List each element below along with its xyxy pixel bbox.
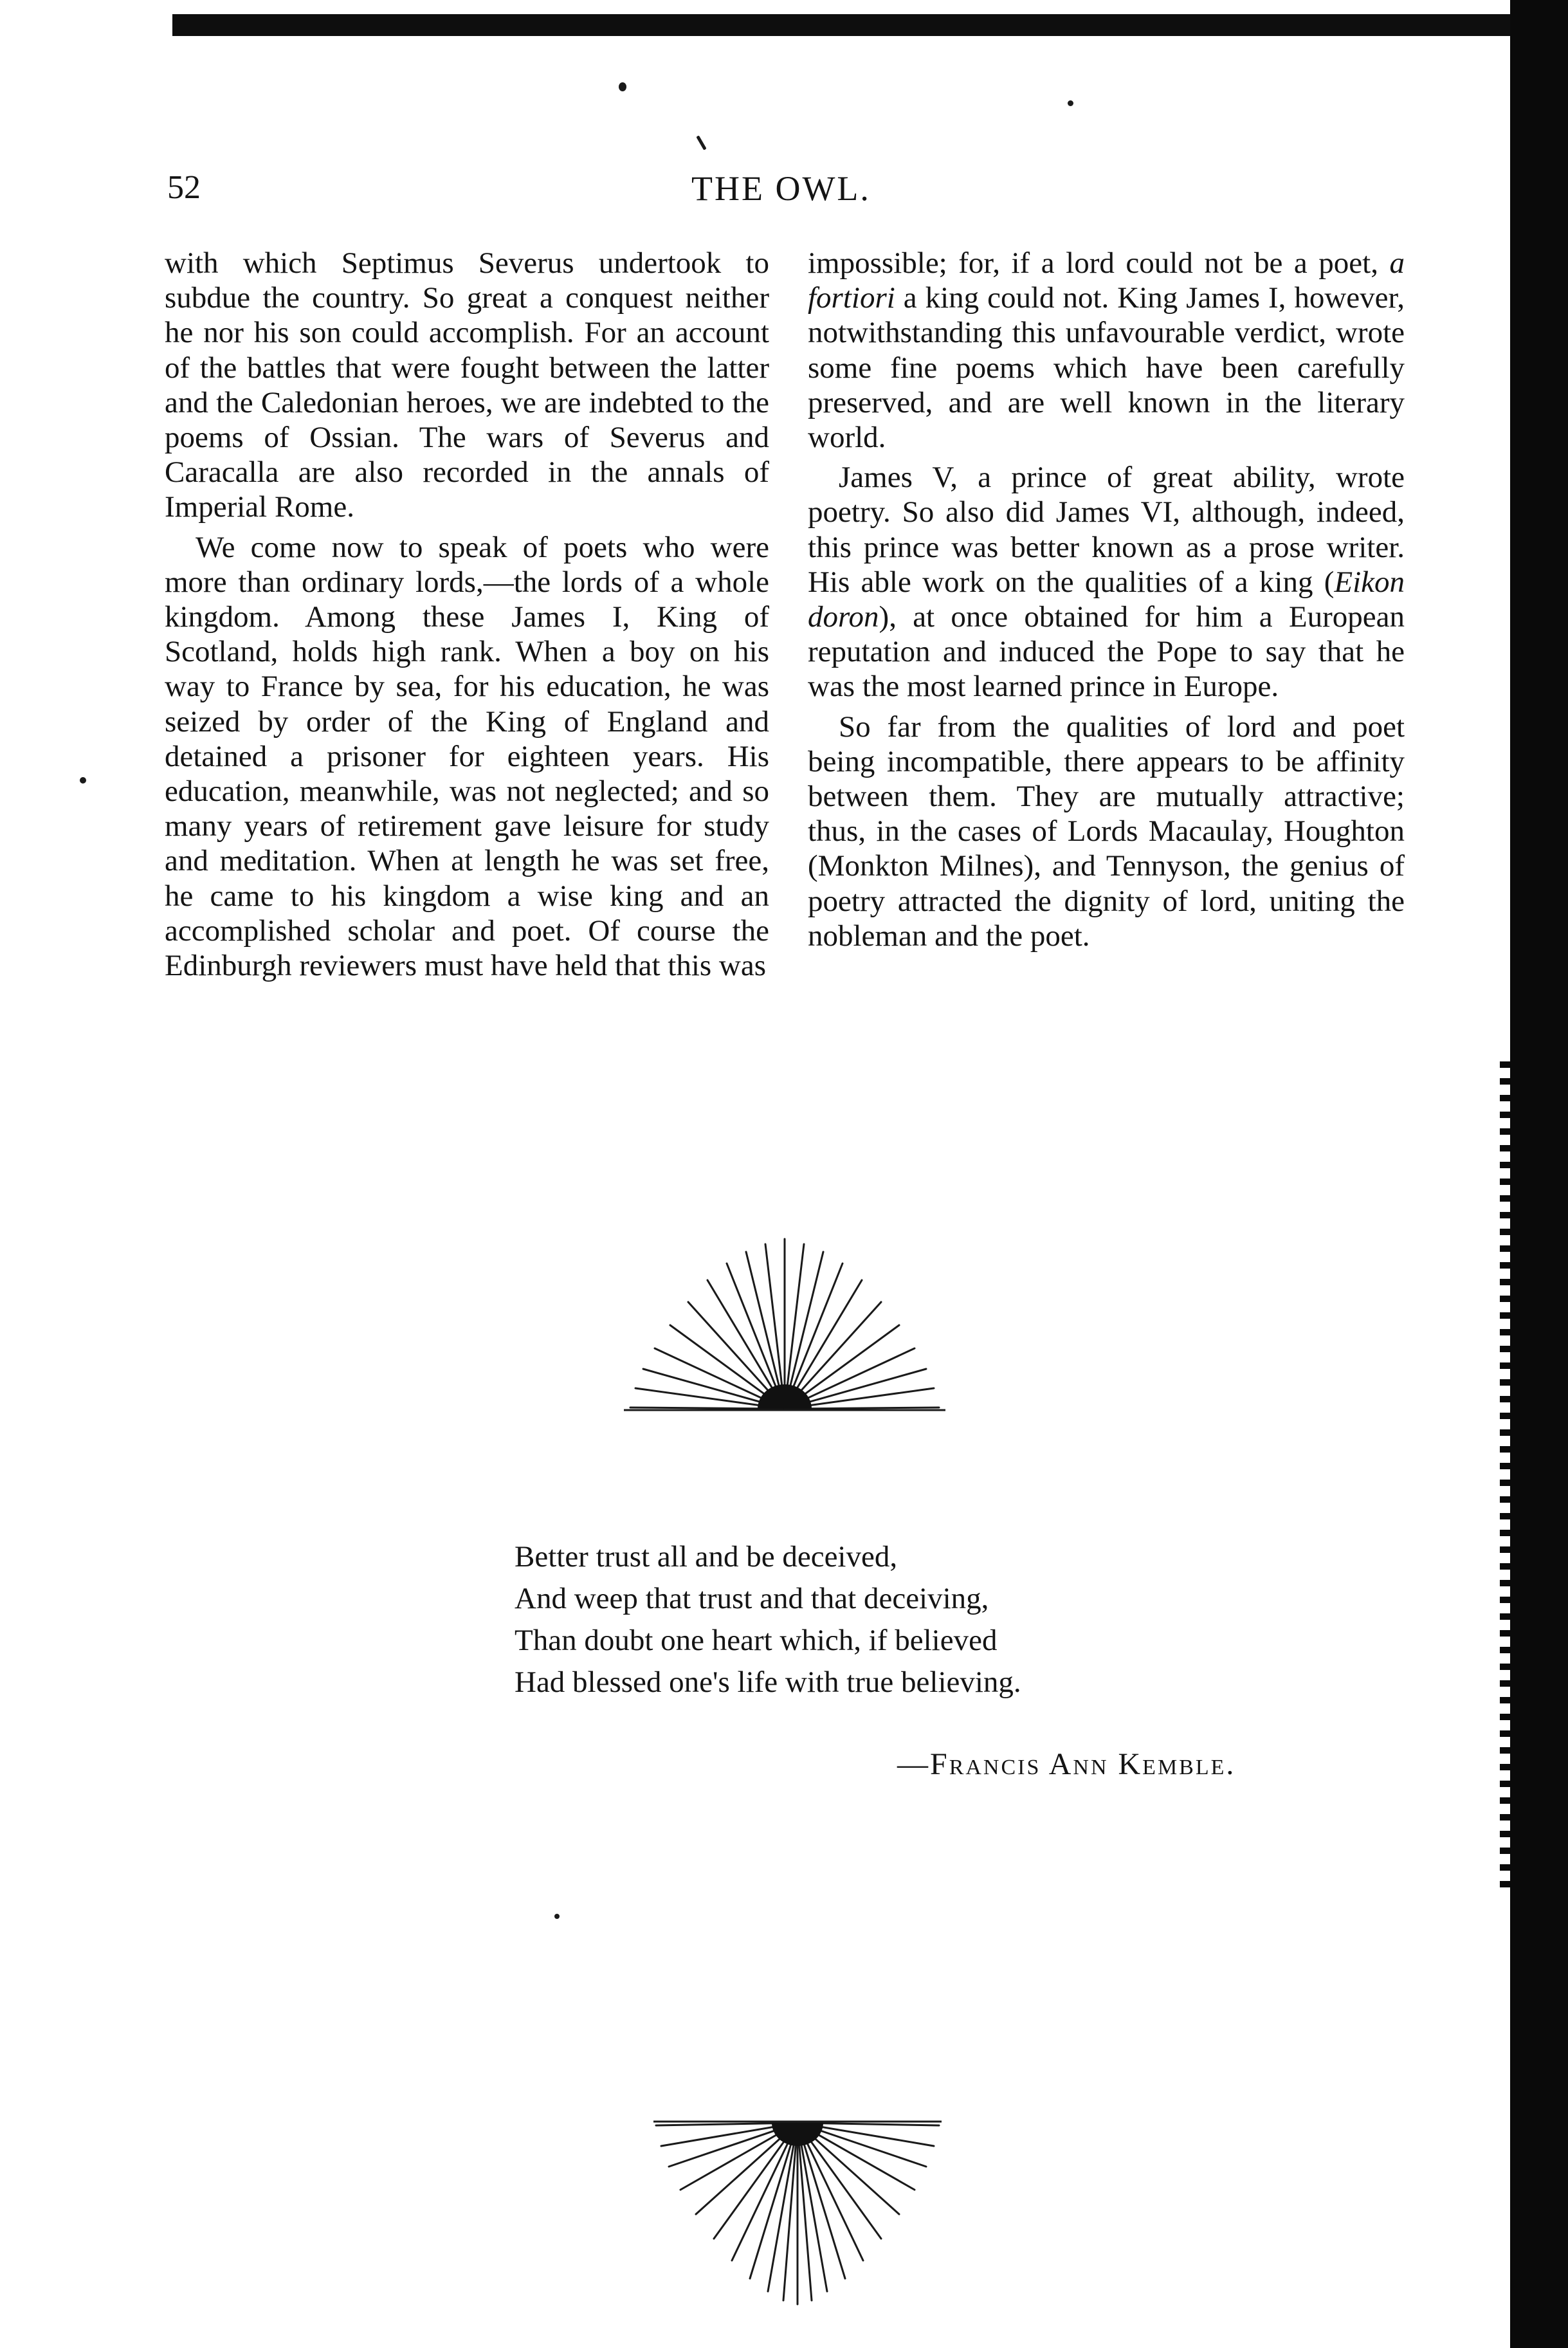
poem-line-2: And weep that trust and that deceiving, [515, 1582, 989, 1615]
print-speck [80, 777, 86, 784]
page-spine-shadow [1510, 0, 1568, 2348]
right-p1-text: impossible; for, if a lord could not be a poet, [808, 246, 1390, 280]
right-paragraph-3: So far from the qualities of lord and poet being incompatible, there appears to be affinity between them. They are mutually attractive; thus, in the cases of Lords Macaulay, Houghton (Monkton Milnes), and Tennyson, the genius of poetry attracted the dignity of lord, uniting the nobleman and the poet. [808, 710, 1405, 953]
sunburst-ornament-bottom [650, 2104, 945, 2309]
right-p2-text-end: ), at once obtained for him a European reputation and induced the Pope to say that he was the most learned prince in Europe. [808, 600, 1405, 704]
poem-line-3: Than doubt one heart which, if believed [515, 1624, 998, 1657]
top-border-rule [172, 14, 1517, 36]
right-paragraph-1 [808, 246, 1405, 455]
right-paragraph-2 [808, 460, 1405, 704]
sunburst-ornament-top [617, 1235, 952, 1428]
left-column [165, 246, 769, 983]
poem-attribution: —Francis Ann Kemble. [897, 1747, 1236, 1781]
journal-title: THE OWL. [691, 169, 871, 208]
book-title: Eikon doron [808, 565, 1405, 634]
left-paragraph-2: We come now to speak of poets who were more than ordinary lords,—the lords of a whole kingdom. Among these James I, King of Scotland, holds high rank. When a boy on his way to France by sea, for his education, he was seized by order of the King of England and detained a prisoner for eighteen years. His education, meanwhile, was not neglected; and so many years of retirement gave leisure for study and meditation. When at length he was set free, he came to his kingdom a wise king and an accomplished scholar and poet. Of course the Edinburgh reviewers must have held that this was [165, 530, 769, 983]
print-speck [1068, 100, 1073, 106]
print-speck [619, 82, 626, 91]
left-paragraph-1: with which Septimus Severus undertook to subdue the country. So great a conquest neither he nor his son could accomplish. For an account of the battles that were fought between the latter and the Caledonian heroes, we are indebted to the poems of Ossian. The wars of Severus and Caracalla are also recorded in the annals of Imperial Rome. [165, 246, 769, 524]
running-head [0, 169, 1510, 214]
right-p2-text: James V, a prince of great ability, wrote poetry. So also did James VI, although, indeed, this prince was better known as a prose writer. His able work on the qualities of a king ( [808, 461, 1405, 599]
print-speck [696, 135, 706, 150]
right-p1-text-end: a king could not. King James I, however, notwithstanding this unfavourable verdict, wrote some fine poems which have been carefully preserved, and are well known in the literary world. [808, 281, 1405, 455]
poem-line-1: Better trust all and be deceived, [515, 1540, 898, 1573]
spine-edge-noise [1500, 1061, 1510, 1898]
print-speck [554, 1914, 560, 1919]
page-number: 52 [167, 169, 201, 206]
poem [515, 1536, 1351, 1703]
italic-phrase: a fortiori [808, 246, 1405, 315]
poem-line-4: Had blessed one's life with true believing. [515, 1665, 1021, 1699]
right-column [808, 246, 1405, 953]
